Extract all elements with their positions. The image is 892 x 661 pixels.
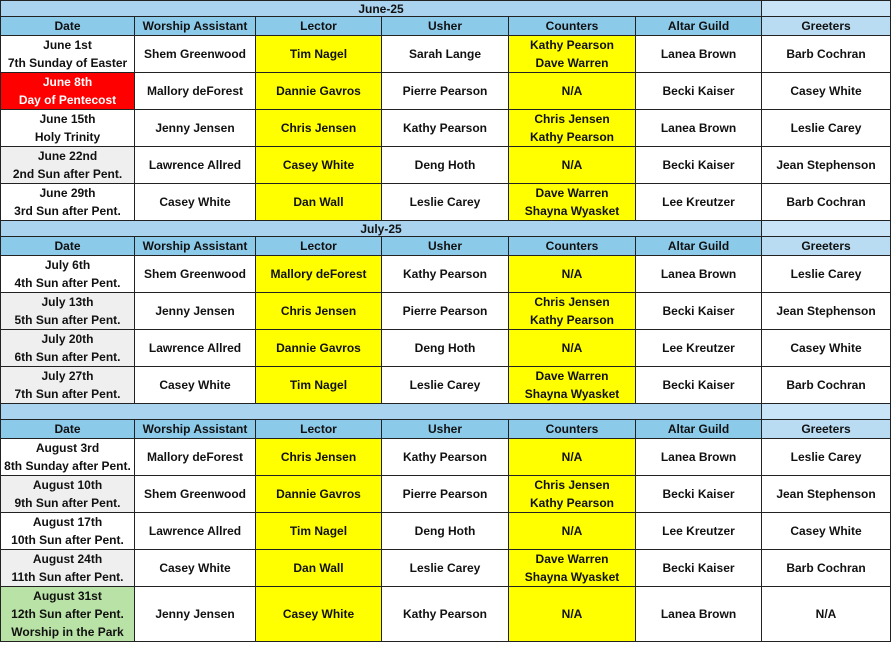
lector-cell: Mallory deForest	[256, 256, 382, 293]
date-cell-line: July 27th	[41, 369, 94, 383]
counters-cell-line: N/A	[561, 524, 583, 538]
column-header-lector: Lector	[256, 420, 382, 439]
counters-cell-line: N/A	[561, 450, 583, 464]
altar-guild-cell: Lanea Brown	[636, 36, 762, 73]
schedule-row	[1, 110, 891, 147]
lector-cell: Dan Wall	[256, 550, 382, 587]
altar-guild-cell: Becki Kaiser	[636, 476, 762, 513]
worship-assistant-cell: Jenny Jensen	[135, 110, 256, 147]
altar-guild-cell: Becki Kaiser	[636, 293, 762, 330]
counters-cell	[509, 184, 636, 221]
greeters-cell: Leslie Carey	[762, 110, 891, 147]
schedule-row	[1, 330, 891, 367]
lector-cell: Chris Jensen	[256, 439, 382, 476]
worship-assistant-cell: Mallory deForest	[135, 439, 256, 476]
column-header-usher: Usher	[382, 17, 509, 36]
date-cell-line: 2nd Sun after Pent.	[12, 167, 123, 181]
counters-cell-line: Dave Warren	[535, 552, 609, 566]
counters-cell-line: Kathy Pearson	[529, 313, 615, 327]
counters-cell-line: Dave Warren	[535, 56, 609, 70]
column-header-lector: Lector	[256, 237, 382, 256]
counters-cell-line: Dave Warren	[535, 186, 609, 200]
column-header-greeters: Greeters	[762, 17, 891, 36]
date-cell-line: 11th Sun after Pent.	[11, 570, 124, 584]
section-title-spacer	[762, 404, 891, 420]
worship-assistant-cell: Shem Greenwood	[135, 256, 256, 293]
section-title-spacer	[762, 221, 891, 237]
counters-cell	[509, 147, 636, 184]
schedule-row	[1, 147, 891, 184]
column-header-row	[1, 237, 891, 256]
date-cell-line: June 1st	[43, 38, 92, 52]
usher-cell: Kathy Pearson	[382, 587, 509, 642]
section-title-spacer	[762, 1, 891, 17]
usher-cell: Kathy Pearson	[382, 439, 509, 476]
column-header-date: Date	[1, 420, 135, 439]
date-cell-line: August 3rd	[35, 441, 100, 455]
counters-cell	[509, 439, 636, 476]
date-cell	[1, 36, 135, 73]
date-cell-line: 12th Sun after Pent.	[11, 607, 124, 621]
greeters-cell: Jean Stephenson	[762, 293, 891, 330]
date-cell-line: 8th Sunday after Pent.	[4, 459, 131, 473]
greeters-cell: Casey White	[762, 330, 891, 367]
counters-cell	[509, 330, 636, 367]
counters-cell-line: N/A	[561, 607, 583, 621]
altar-guild-cell: Lanea Brown	[636, 256, 762, 293]
section-title-row	[1, 1, 891, 17]
worship-assistant-cell: Lawrence Allred	[135, 330, 256, 367]
altar-guild-cell: Lee Kreutzer	[636, 330, 762, 367]
altar-guild-cell: Lee Kreutzer	[636, 513, 762, 550]
date-cell-line: 10th Sun after Pent.	[11, 533, 124, 547]
lector-cell: Casey White	[256, 587, 382, 642]
altar-guild-cell: Lanea Brown	[636, 587, 762, 642]
date-cell	[1, 439, 135, 476]
usher-cell: Leslie Carey	[382, 550, 509, 587]
column-header-counters: Counters	[509, 420, 636, 439]
counters-cell-line: Chris Jensen	[534, 295, 610, 309]
schedule-body	[1, 1, 891, 642]
date-cell-line: June 15th	[39, 112, 96, 126]
column-header-usher: Usher	[382, 420, 509, 439]
schedule-row	[1, 256, 891, 293]
date-cell	[1, 73, 135, 110]
counters-cell-line: N/A	[561, 267, 583, 281]
lector-cell: Dannie Gavros	[256, 476, 382, 513]
column-header-worship-assistant: Worship Assistant	[135, 420, 256, 439]
column-header-counters: Counters	[509, 237, 636, 256]
worship-assistant-cell: Casey White	[135, 367, 256, 404]
counters-cell-line: N/A	[561, 84, 583, 98]
lector-cell: Tim Nagel	[256, 367, 382, 404]
schedule-row	[1, 513, 891, 550]
column-header-altar-guild: Altar Guild	[636, 237, 762, 256]
date-cell-line: July 13th	[41, 295, 94, 309]
schedule-row	[1, 293, 891, 330]
worship-assistant-cell: Lawrence Allred	[135, 513, 256, 550]
column-header-lector: Lector	[256, 17, 382, 36]
date-cell	[1, 550, 135, 587]
worship-assistant-cell: Mallory deForest	[135, 73, 256, 110]
date-cell-line: 4th Sun after Pent.	[14, 276, 121, 290]
counters-cell-line: Chris Jensen	[534, 112, 610, 126]
greeters-cell: Jean Stephenson	[762, 147, 891, 184]
greeters-cell: Leslie Carey	[762, 439, 891, 476]
usher-cell: Pierre Pearson	[382, 293, 509, 330]
date-cell	[1, 476, 135, 513]
altar-guild-cell: Becki Kaiser	[636, 147, 762, 184]
column-header-altar-guild: Altar Guild	[636, 17, 762, 36]
greeters-cell: Leslie Carey	[762, 256, 891, 293]
date-cell-line: August 24th	[32, 552, 103, 566]
lector-cell: Chris Jensen	[256, 110, 382, 147]
usher-cell: Leslie Carey	[382, 184, 509, 221]
counters-cell	[509, 73, 636, 110]
counters-cell-line: N/A	[561, 158, 583, 172]
counters-cell-line: Kathy Pearson	[529, 130, 615, 144]
counters-cell-line: Dave Warren	[535, 369, 609, 383]
column-header-date: Date	[1, 17, 135, 36]
column-header-usher: Usher	[382, 237, 509, 256]
usher-cell: Sarah Lange	[382, 36, 509, 73]
lector-cell: Dan Wall	[256, 184, 382, 221]
date-cell-line: 7th Sun after Pent.	[14, 387, 121, 401]
date-cell	[1, 110, 135, 147]
altar-guild-cell: Lee Kreutzer	[636, 184, 762, 221]
lector-cell: Dannie Gavros	[256, 73, 382, 110]
column-header-row	[1, 420, 891, 439]
counters-cell	[509, 476, 636, 513]
date-cell-line: July 6th	[44, 258, 91, 272]
counters-cell	[509, 36, 636, 73]
worship-assistant-cell: Lawrence Allred	[135, 147, 256, 184]
counters-cell-line: N/A	[561, 341, 583, 355]
section-title-row	[1, 221, 891, 237]
section-title: July-25	[1, 221, 762, 237]
greeters-cell: Jean Stephenson	[762, 476, 891, 513]
lector-cell: Casey White	[256, 147, 382, 184]
counters-cell-line: Shayna Wyasket	[524, 204, 620, 218]
worship-assistant-cell: Shem Greenwood	[135, 36, 256, 73]
altar-guild-cell: Lanea Brown	[636, 439, 762, 476]
lector-cell: Tim Nagel	[256, 36, 382, 73]
usher-cell: Deng Hoth	[382, 330, 509, 367]
section-title	[1, 404, 762, 420]
column-header-altar-guild: Altar Guild	[636, 420, 762, 439]
date-cell-line: 6th Sun after Pent.	[14, 350, 121, 364]
date-cell	[1, 587, 135, 642]
lector-cell: Chris Jensen	[256, 293, 382, 330]
counters-cell-line: Shayna Wyasket	[524, 387, 620, 401]
section-title: June-25	[1, 1, 762, 17]
altar-guild-cell: Becki Kaiser	[636, 367, 762, 404]
greeters-cell: Barb Cochran	[762, 184, 891, 221]
altar-guild-cell: Becki Kaiser	[636, 550, 762, 587]
column-header-date: Date	[1, 237, 135, 256]
schedule-row	[1, 439, 891, 476]
counters-cell-line: Kathy Pearson	[529, 38, 615, 52]
usher-cell: Deng Hoth	[382, 513, 509, 550]
counters-cell	[509, 110, 636, 147]
usher-cell: Pierre Pearson	[382, 476, 509, 513]
section-title-row	[1, 404, 891, 420]
column-header-greeters: Greeters	[762, 420, 891, 439]
date-cell-line: June 29th	[39, 186, 96, 200]
date-cell	[1, 293, 135, 330]
column-header-counters: Counters	[509, 17, 636, 36]
counters-cell	[509, 367, 636, 404]
date-cell	[1, 184, 135, 221]
worship-assistant-cell: Jenny Jensen	[135, 293, 256, 330]
date-cell-line: 9th Sun after Pent.	[14, 496, 121, 510]
date-cell-line: Worship in the Park	[11, 625, 124, 639]
counters-cell	[509, 293, 636, 330]
date-cell-line: Holy Trinity	[34, 130, 101, 144]
date-cell-line: July 20th	[41, 332, 94, 346]
greeters-cell: Barb Cochran	[762, 36, 891, 73]
date-cell-line: Day of Pentecost	[18, 93, 117, 107]
lector-cell: Tim Nagel	[256, 513, 382, 550]
column-header-worship-assistant: Worship Assistant	[135, 237, 256, 256]
counters-cell	[509, 550, 636, 587]
schedule-row	[1, 184, 891, 221]
counters-cell	[509, 256, 636, 293]
greeters-cell: Barb Cochran	[762, 550, 891, 587]
schedule-row	[1, 36, 891, 73]
column-header-greeters: Greeters	[762, 237, 891, 256]
schedule-row	[1, 550, 891, 587]
greeters-cell: Casey White	[762, 73, 891, 110]
lector-cell: Dannie Gavros	[256, 330, 382, 367]
counters-cell-line: Shayna Wyasket	[524, 570, 620, 584]
date-cell-line: June 8th	[42, 75, 93, 89]
usher-cell: Pierre Pearson	[382, 73, 509, 110]
greeters-cell: Casey White	[762, 513, 891, 550]
date-cell	[1, 513, 135, 550]
altar-guild-cell: Becki Kaiser	[636, 73, 762, 110]
schedule-row	[1, 587, 891, 642]
date-cell	[1, 330, 135, 367]
greeters-cell: N/A	[762, 587, 891, 642]
schedule-row	[1, 476, 891, 513]
worship-assistant-cell: Shem Greenwood	[135, 476, 256, 513]
date-cell-line: August 10th	[32, 478, 103, 492]
schedule-row	[1, 367, 891, 404]
date-cell-line: 3rd Sun after Pent.	[14, 204, 121, 218]
usher-cell: Leslie Carey	[382, 367, 509, 404]
column-header-worship-assistant: Worship Assistant	[135, 17, 256, 36]
usher-cell: Kathy Pearson	[382, 256, 509, 293]
worship-assistant-cell: Casey White	[135, 184, 256, 221]
date-cell	[1, 147, 135, 184]
counters-cell	[509, 587, 636, 642]
usher-cell: Deng Hoth	[382, 147, 509, 184]
counters-cell	[509, 513, 636, 550]
counters-cell-line: Chris Jensen	[534, 478, 610, 492]
schedule-row	[1, 73, 891, 110]
date-cell-line: 5th Sun after Pent.	[14, 313, 121, 327]
date-cell-line: June 22nd	[37, 149, 98, 163]
greeters-cell: Barb Cochran	[762, 367, 891, 404]
date-cell-line: 7th Sunday of Easter	[7, 56, 128, 70]
date-cell	[1, 367, 135, 404]
date-cell-line: August 17th	[32, 515, 103, 529]
date-cell-line: August 31st	[33, 589, 102, 603]
column-header-row	[1, 17, 891, 36]
worship-assistant-cell: Jenny Jensen	[135, 587, 256, 642]
counters-cell-line: Kathy Pearson	[529, 496, 615, 510]
usher-cell: Kathy Pearson	[382, 110, 509, 147]
date-cell	[1, 256, 135, 293]
worship-assistant-cell: Casey White	[135, 550, 256, 587]
altar-guild-cell: Lanea Brown	[636, 110, 762, 147]
